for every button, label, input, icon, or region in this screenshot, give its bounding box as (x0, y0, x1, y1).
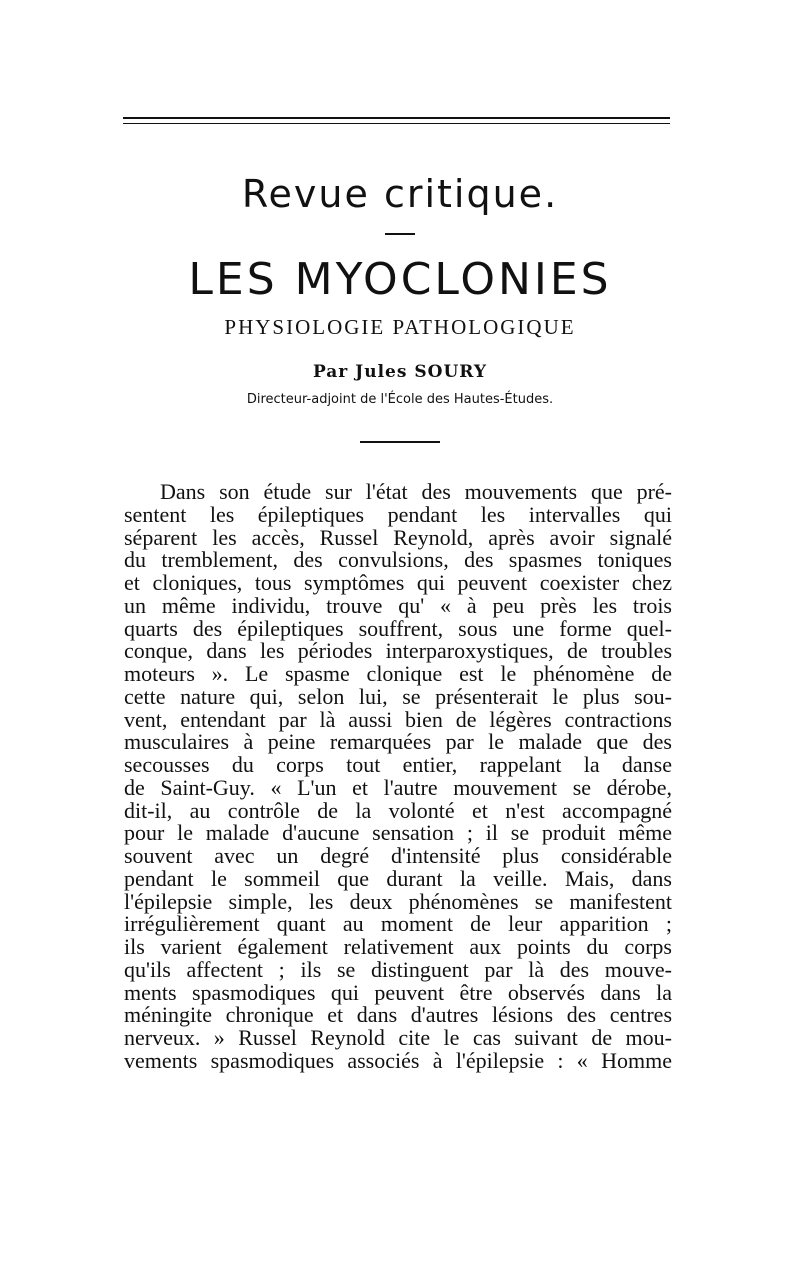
body-line: dit-il, au contrôle de la volonté et n'est accompagné (124, 797, 672, 823)
title-separator (360, 441, 440, 443)
body-line: irrégulièrement quant au moment de leur apparition ; (124, 911, 672, 937)
body-line: moteurs ». Le spasme clonique est le phénomène de (124, 661, 672, 686)
body-line: de Saint-Guy. « L'un et l'autre mouvement se dérobe, (124, 774, 672, 800)
body-line: vements spasmodiques associés à l'épilepsie : « Homme (124, 1047, 672, 1073)
author-affiliation: Directeur-adjoint de l'École des Hautes-Études. (246, 392, 554, 407)
article-body (124, 481, 672, 1073)
body-line: cette nature qui, selon lui, se présenterait le plus sou- (124, 683, 672, 709)
body-line: vent, entendant par là aussi bien de légères contractions (124, 706, 672, 732)
body-line: méningite chronique et dans d'autres lésions des centres (124, 1002, 672, 1028)
body-line: Dans son étude sur l'état des mouvements que pré- (160, 479, 672, 504)
section-dash (385, 233, 415, 235)
body-line: un même individu, trouve qu' « à peu près les trois (124, 592, 672, 618)
header-rule-thin (123, 123, 670, 124)
author-byline (0, 362, 800, 382)
body-line: secousses du corps tout entier, rappelant la danse (124, 752, 672, 777)
body-line: musculaires à peine remarquées par le malade que des (124, 729, 672, 755)
header-rule-thick (123, 117, 670, 119)
body-line: qu'ils affectent ; ils se distinguent par là des mouve- (124, 956, 672, 982)
body-line: pendant le sommeil que durant la veille. Mais, dans (124, 865, 672, 891)
body-line: pour le malade d'aucune sensation ; il se produit même (124, 820, 672, 846)
section-heading: Revue critique. (241, 172, 559, 216)
body-line: quarts des épileptiques souffrent, sous une forme quel- (124, 615, 672, 641)
body-line: conque, dans les périodes interparoxystiques, de troubles (124, 638, 672, 664)
body-line: du tremblement, des convulsions, des spasmes toniques (124, 547, 672, 573)
article-title: LES MYOCLONIES (188, 254, 612, 305)
body-line: séparent les accès, Russel Reynold, après avoir signalé (124, 524, 672, 550)
article-subtitle: PHYSIOLOGIE PATHOLOGIQUE (224, 315, 576, 339)
byline-prefix: Par Jules (312, 362, 408, 382)
body-line: et cloniques, tous symptômes qui peuvent coexister chez (124, 570, 672, 595)
author-name: SOURY (414, 362, 488, 382)
body-line: souvent avec un degré d'intensité plus considérable (124, 843, 672, 868)
body-line: ments spasmodiques qui peuvent être observés dans la (124, 979, 672, 1005)
body-line: sentent les épileptiques pendant les intervalles qui (124, 501, 672, 527)
body-line: l'épilepsie simple, les deux phénomènes se manifestent (124, 888, 672, 914)
body-line: ils varient également relativement aux points du corps (124, 934, 672, 959)
body-line: nerveux. » Russel Reynold cite le cas suivant de mou- (124, 1025, 672, 1050)
